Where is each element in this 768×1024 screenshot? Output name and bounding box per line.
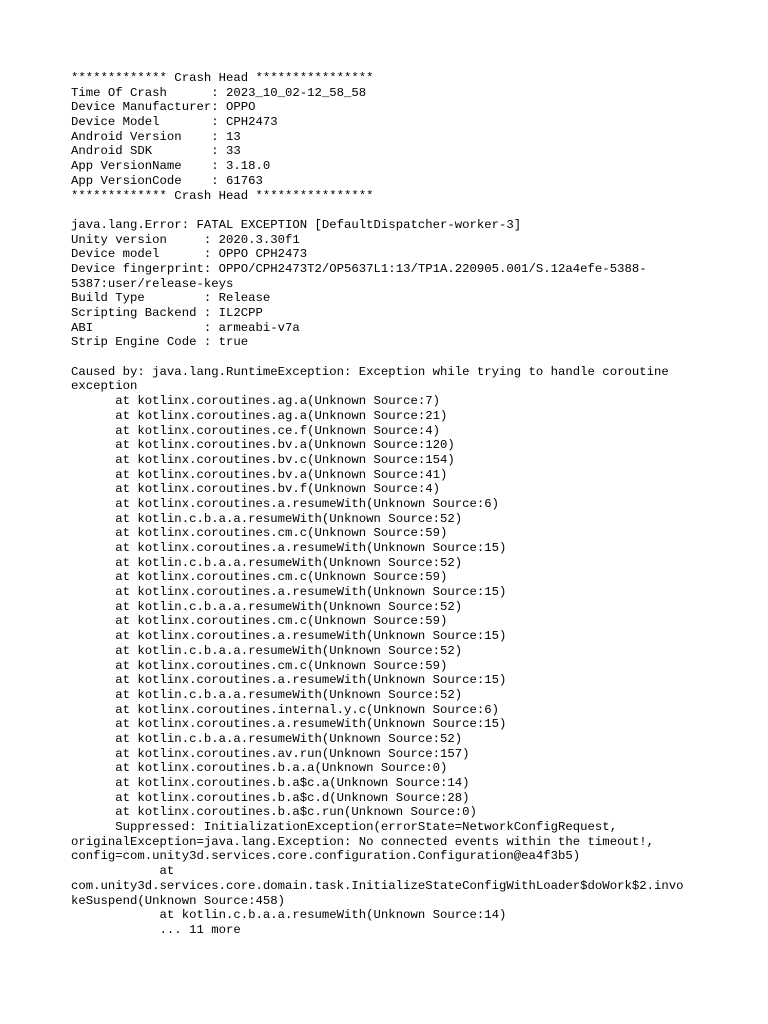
crash-head-field: Android SDK : 33 — [71, 144, 241, 159]
crash-head-field: Device Manufacturer: OPPO — [71, 100, 256, 115]
crash-head-fields — [71, 86, 761, 189]
crash-head-field: App VersionName : 3.18.0 — [71, 159, 271, 174]
stack-trace-line: config=com.unity3d.services.core.configuration.Configuration@ea4f3b5) — [71, 849, 581, 864]
error-info-line: java.lang.Error: FATAL EXCEPTION [DefaultDispatcher-worker-3] — [71, 217, 522, 232]
stack-trace-line: Suppressed: InitializationException(errorState=NetworkConfigRequest, — [71, 820, 618, 835]
stack-trace-line: at kotlinx.coroutines.b.a.a(Unknown Source:0) — [71, 761, 448, 776]
spacer — [71, 203, 761, 218]
stack-trace-line: at kotlinx.coroutines.cm.c(Unknown Source:59) — [71, 614, 448, 629]
stack-trace-line: at kotlinx.coroutines.ag.a(Unknown Source:7) — [71, 394, 440, 409]
stack-trace-line: at kotlinx.coroutines.a.resumeWith(Unknown Source:15) — [71, 717, 507, 732]
stack-trace-line: at kotlin.c.b.a.a.resumeWith(Unknown Source:52) — [71, 511, 463, 526]
error-info-line: Scripting Backend : IL2CPP — [71, 306, 263, 320]
stack-trace-line: at kotlin.c.b.a.a.resumeWith(Unknown Source:52) — [71, 731, 463, 746]
stack-trace-line: at kotlin.c.b.a.a.resumeWith(Unknown Source:52) — [71, 555, 463, 570]
stack-trace-line: at kotlinx.coroutines.bv.f(Unknown Source:4) — [71, 482, 440, 497]
error-info-line: Device model : OPPO CPH2473 — [71, 247, 308, 262]
stack-trace-section — [71, 365, 761, 938]
stack-trace-line: at kotlin.c.b.a.a.resumeWith(Unknown Source:52) — [71, 599, 463, 614]
error-info-line: ABI : armeabi-v7a — [71, 320, 300, 335]
stack-trace-line: at kotlinx.coroutines.bv.c(Unknown Source:154) — [71, 452, 455, 467]
stack-trace-line: Caused by: java.lang.RuntimeException: Exception while trying to handle coroutine — [71, 364, 669, 379]
stack-trace-line: originalException=java.lang.Exception: No connected events within the timeout!, — [71, 834, 654, 849]
crash-head-section — [71, 71, 761, 203]
error-info-line: Strip Engine Code : true — [71, 335, 249, 350]
crash-head-field: Android Version : 13 — [71, 129, 241, 144]
crash-head-field: Device Model : CPH2473 — [71, 115, 278, 130]
stack-trace-line: at kotlin.c.b.a.a.resumeWith(Unknown Source:52) — [71, 687, 463, 702]
stack-trace-line: keSuspend(Unknown Source:458) — [71, 893, 286, 908]
stack-trace-line: at kotlin.c.b.a.a.resumeWith(Unknown Source:52) — [71, 643, 463, 658]
stack-trace-line: at kotlinx.coroutines.cm.c(Unknown Source:59) — [71, 570, 448, 585]
stack-trace-line: at kotlinx.coroutines.a.resumeWith(Unknown Source:6) — [71, 496, 500, 511]
stack-trace-line: at kotlinx.coroutines.bv.a(Unknown Source:41) — [71, 467, 448, 482]
error-info-line: 5387:user/release-keys — [71, 276, 234, 291]
stack-trace-line: at kotlinx.coroutines.bv.a(Unknown Source:120) — [71, 438, 455, 453]
stack-trace-line: com.unity3d.services.core.domain.task.InitializeStateConfigWithLoader$doWork$2.invo — [71, 878, 684, 893]
stack-trace-line: at kotlinx.coroutines.av.run(Unknown Source:157) — [71, 746, 470, 761]
stack-trace-line: at kotlinx.coroutines.internal.y.c(Unknown Source:6) — [71, 702, 500, 717]
stack-trace-line: at kotlinx.coroutines.a.resumeWith(Unknown Source:15) — [71, 673, 507, 688]
error-info-line: Device fingerprint: OPPO/CPH2473T2/OP5637L1:13/TP1A.220905.001/S.12a4efe-5388- — [71, 261, 647, 276]
stack-trace-line: at kotlinx.coroutines.ag.a(Unknown Source:21) — [71, 408, 448, 423]
error-info-section — [71, 218, 761, 350]
crash-log-document — [71, 71, 761, 938]
error-info-line: Unity version : 2020.3.30f1 — [71, 232, 300, 247]
stack-trace-line: at kotlinx.coroutines.ce.f(Unknown Source:4) — [71, 423, 440, 438]
stack-trace-line: at kotlinx.coroutines.b.a$c.run(Unknown Source:0) — [71, 805, 477, 820]
stack-trace-line: at kotlin.c.b.a.a.resumeWith(Unknown Source:14) — [71, 908, 507, 923]
crash-head-header: ************* Crash Head **************** — [71, 71, 374, 85]
stack-trace-line: at kotlinx.coroutines.cm.c(Unknown Source:59) — [71, 658, 448, 673]
crash-head-field: App VersionCode : 61763 — [71, 173, 263, 188]
spacer — [71, 350, 761, 365]
stack-trace-line: at — [71, 864, 175, 879]
stack-trace-line: at kotlinx.coroutines.b.a$c.a(Unknown Source:14) — [71, 776, 470, 790]
error-info-line: Build Type : Release — [71, 291, 271, 306]
stack-trace-line: exception — [71, 379, 138, 394]
stack-trace-line: ... 11 more — [71, 922, 241, 937]
stack-trace-line: at kotlinx.coroutines.a.resumeWith(Unknown Source:15) — [71, 585, 507, 600]
stack-trace-line: at kotlinx.coroutines.a.resumeWith(Unknown Source:15) — [71, 541, 507, 555]
stack-trace-line: at kotlinx.coroutines.cm.c(Unknown Source:59) — [71, 526, 448, 541]
crash-head-footer: ************* Crash Head **************** — [71, 188, 374, 203]
crash-head-field: Time Of Crash : 2023_10_02-12_58_58 — [71, 85, 367, 100]
stack-trace-line: at kotlinx.coroutines.b.a$c.d(Unknown Source:28) — [71, 790, 470, 805]
stack-trace-line: at kotlinx.coroutines.a.resumeWith(Unknown Source:15) — [71, 629, 507, 644]
